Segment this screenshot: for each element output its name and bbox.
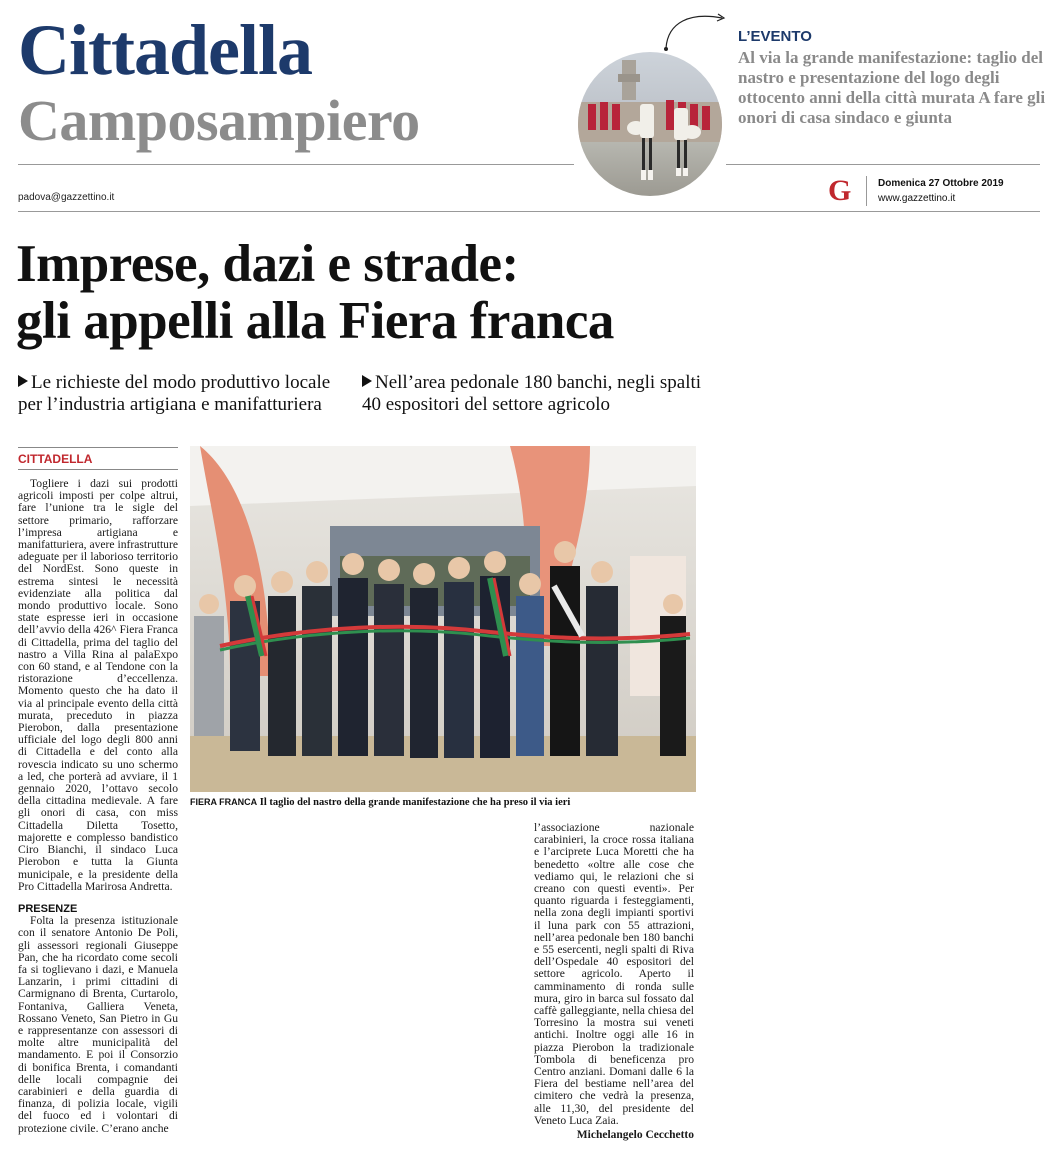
article-author: Michelangelo Cecchetto	[576, 1129, 694, 1142]
triangle-bullet-icon	[362, 375, 372, 387]
event-label: L’EVENTO	[738, 28, 812, 45]
website-link[interactable]: www.gazzettino.it	[878, 193, 956, 204]
section-subtitle: Camposampiero	[18, 88, 420, 153]
article-body-column-3	[534, 822, 694, 1141]
paragraph-subhead: PRESENZE	[18, 902, 78, 915]
kicker-rule	[18, 447, 178, 448]
logo-separator	[866, 176, 867, 206]
article-body-column-1	[18, 478, 178, 1135]
subhead-left: Le richieste del modo produttivo locale per l’industria artigiana e manifatturiera	[18, 372, 331, 415]
caption-label: FIERA FRANCA	[190, 797, 258, 807]
article-kicker: CITTADELLA	[18, 452, 93, 466]
header-rule	[18, 164, 574, 165]
triangle-bullet-icon	[18, 375, 28, 387]
event-summary: Al via la grande manifestazione: taglio del nastro e presentazione del logo degli ottocento anni della città murata A fare gli onori di casa sindaco e giunta	[738, 48, 1046, 127]
photo-caption	[190, 797, 710, 808]
kicker-rule-bottom	[18, 469, 178, 470]
masthead-bottom-rule	[18, 211, 1040, 212]
article-paragraph: l’associazione nazionale carabinieri, la croce rossa italiana e l’arciprete Luca Moretti che ha benedetto «oltre alle cose che vediamo qui, le relazioni che si creano con questi eventi». Per quanto riguarda i festeggiamenti, nella zona degli impianti sportivi il luna park con 55 attrazioni, nell’area pedonale ben 180 banchi e 55 esercenti, negli spalti di Riva dell’Ospedale 40 espositori del settore agricolo. Aperto il camminamento di ronda sulle mura, giro in barca sul fossato dal caffè galleggiante, nella chiesa del Torresino la mostra sui veneti antichi. Inoltre oggi alle 16 in piazza Pierobon la tradizionale Tombola di beneficenza pro Centro anziani. Domani dalle 6 la Fiera del bestiame nell’area del cimitero che vedrà la presenza, alle 11,30, del presidente del Veneto Luca Zaia.	[534, 821, 694, 1127]
article-paragraph: Togliere i dazi sui prodotti agricoli imposti per colpe altrui, fare l’unione tra le sigle del settore primario, rafforzare l’impresa artigiana e manifatturiera, avere infrastrutture adeguate per il laborioso territorio del NordEst. Sono queste in estrema sintesi le necessità evidenziate alla politica dal mondo produttivo locale. Sono state espresse ieri in occasione dell’avvio della 426^ Fiera Franca di Cittadella, prima del taglio del nastro a Villa Rina al palaExpo con 60 stand, e al Tendone con la ristorazione d’eccellenza. Momento questo che ha dato il via al principale evento della città murata, preceduto in piazza Pierobon, dalla presentazione ufficiale del logo degli 800 anni di Cittadella e del conto alla rovescia indicato su uno schermo a led, che porterà ad avviare, il 1 gennaio 2020, l’ottavo secolo della cittadina medievale. A fare gli onori di casa, con miss Cittadella Diletta Tosetto, majorette e complesso bandistico Ciro Bianchi, il sindaco Luca Pierobon e tutta la Giunta municipale, e la presidente della Pro Cittadella Marirosa Andretta.	[18, 477, 178, 893]
event-photo	[578, 52, 722, 196]
headline-line-2: gli appelli alla Fiera franca	[16, 292, 614, 350]
curved-arrow-icon	[660, 8, 732, 52]
article-headline	[16, 236, 716, 350]
ribbon-cutting-photo	[190, 446, 696, 792]
issue-date: Domenica 27 Ottobre 2019	[878, 178, 1004, 189]
caption-text: Il taglio del nastro della grande manifestazione che ha preso il via ieri	[259, 797, 571, 808]
gazzettino-logo: G	[828, 174, 852, 207]
subhead-right: Nell’area pedonale 180 banchi, negli spalti 40 espositori del settore agricolo	[362, 372, 702, 415]
header-rule-right	[726, 164, 1040, 165]
article-paragraph: Folta la presenza istituzionale con il senatore Antonio De Poli, gli assessori regionali Giuseppe Pan, che ha ricordato come secoli fa si toglievano i dazi, e Manuela Lanzarin, i primi cittadini di Carmignano di Brenta, Curtarolo, Fontaniva, Galliera Veneta, Rossano Veneto, San Pietro in Gu e rappresentanze con assessori di molte altre municipalità del mandamento. E poi il Consorzio di bonifica Brenta, i comandanti delle locali compagnie dei carabinieri e della guardia di finanza, di polizia locale, vigili del fuoco ed i volontari di protezione civile. C’erano anche	[18, 914, 178, 1135]
headline-line-1: Imprese, dazi e strade:	[16, 235, 519, 293]
contact-email[interactable]: padova@gazzettino.it	[18, 192, 115, 203]
section-title: Cittadella	[18, 10, 312, 90]
